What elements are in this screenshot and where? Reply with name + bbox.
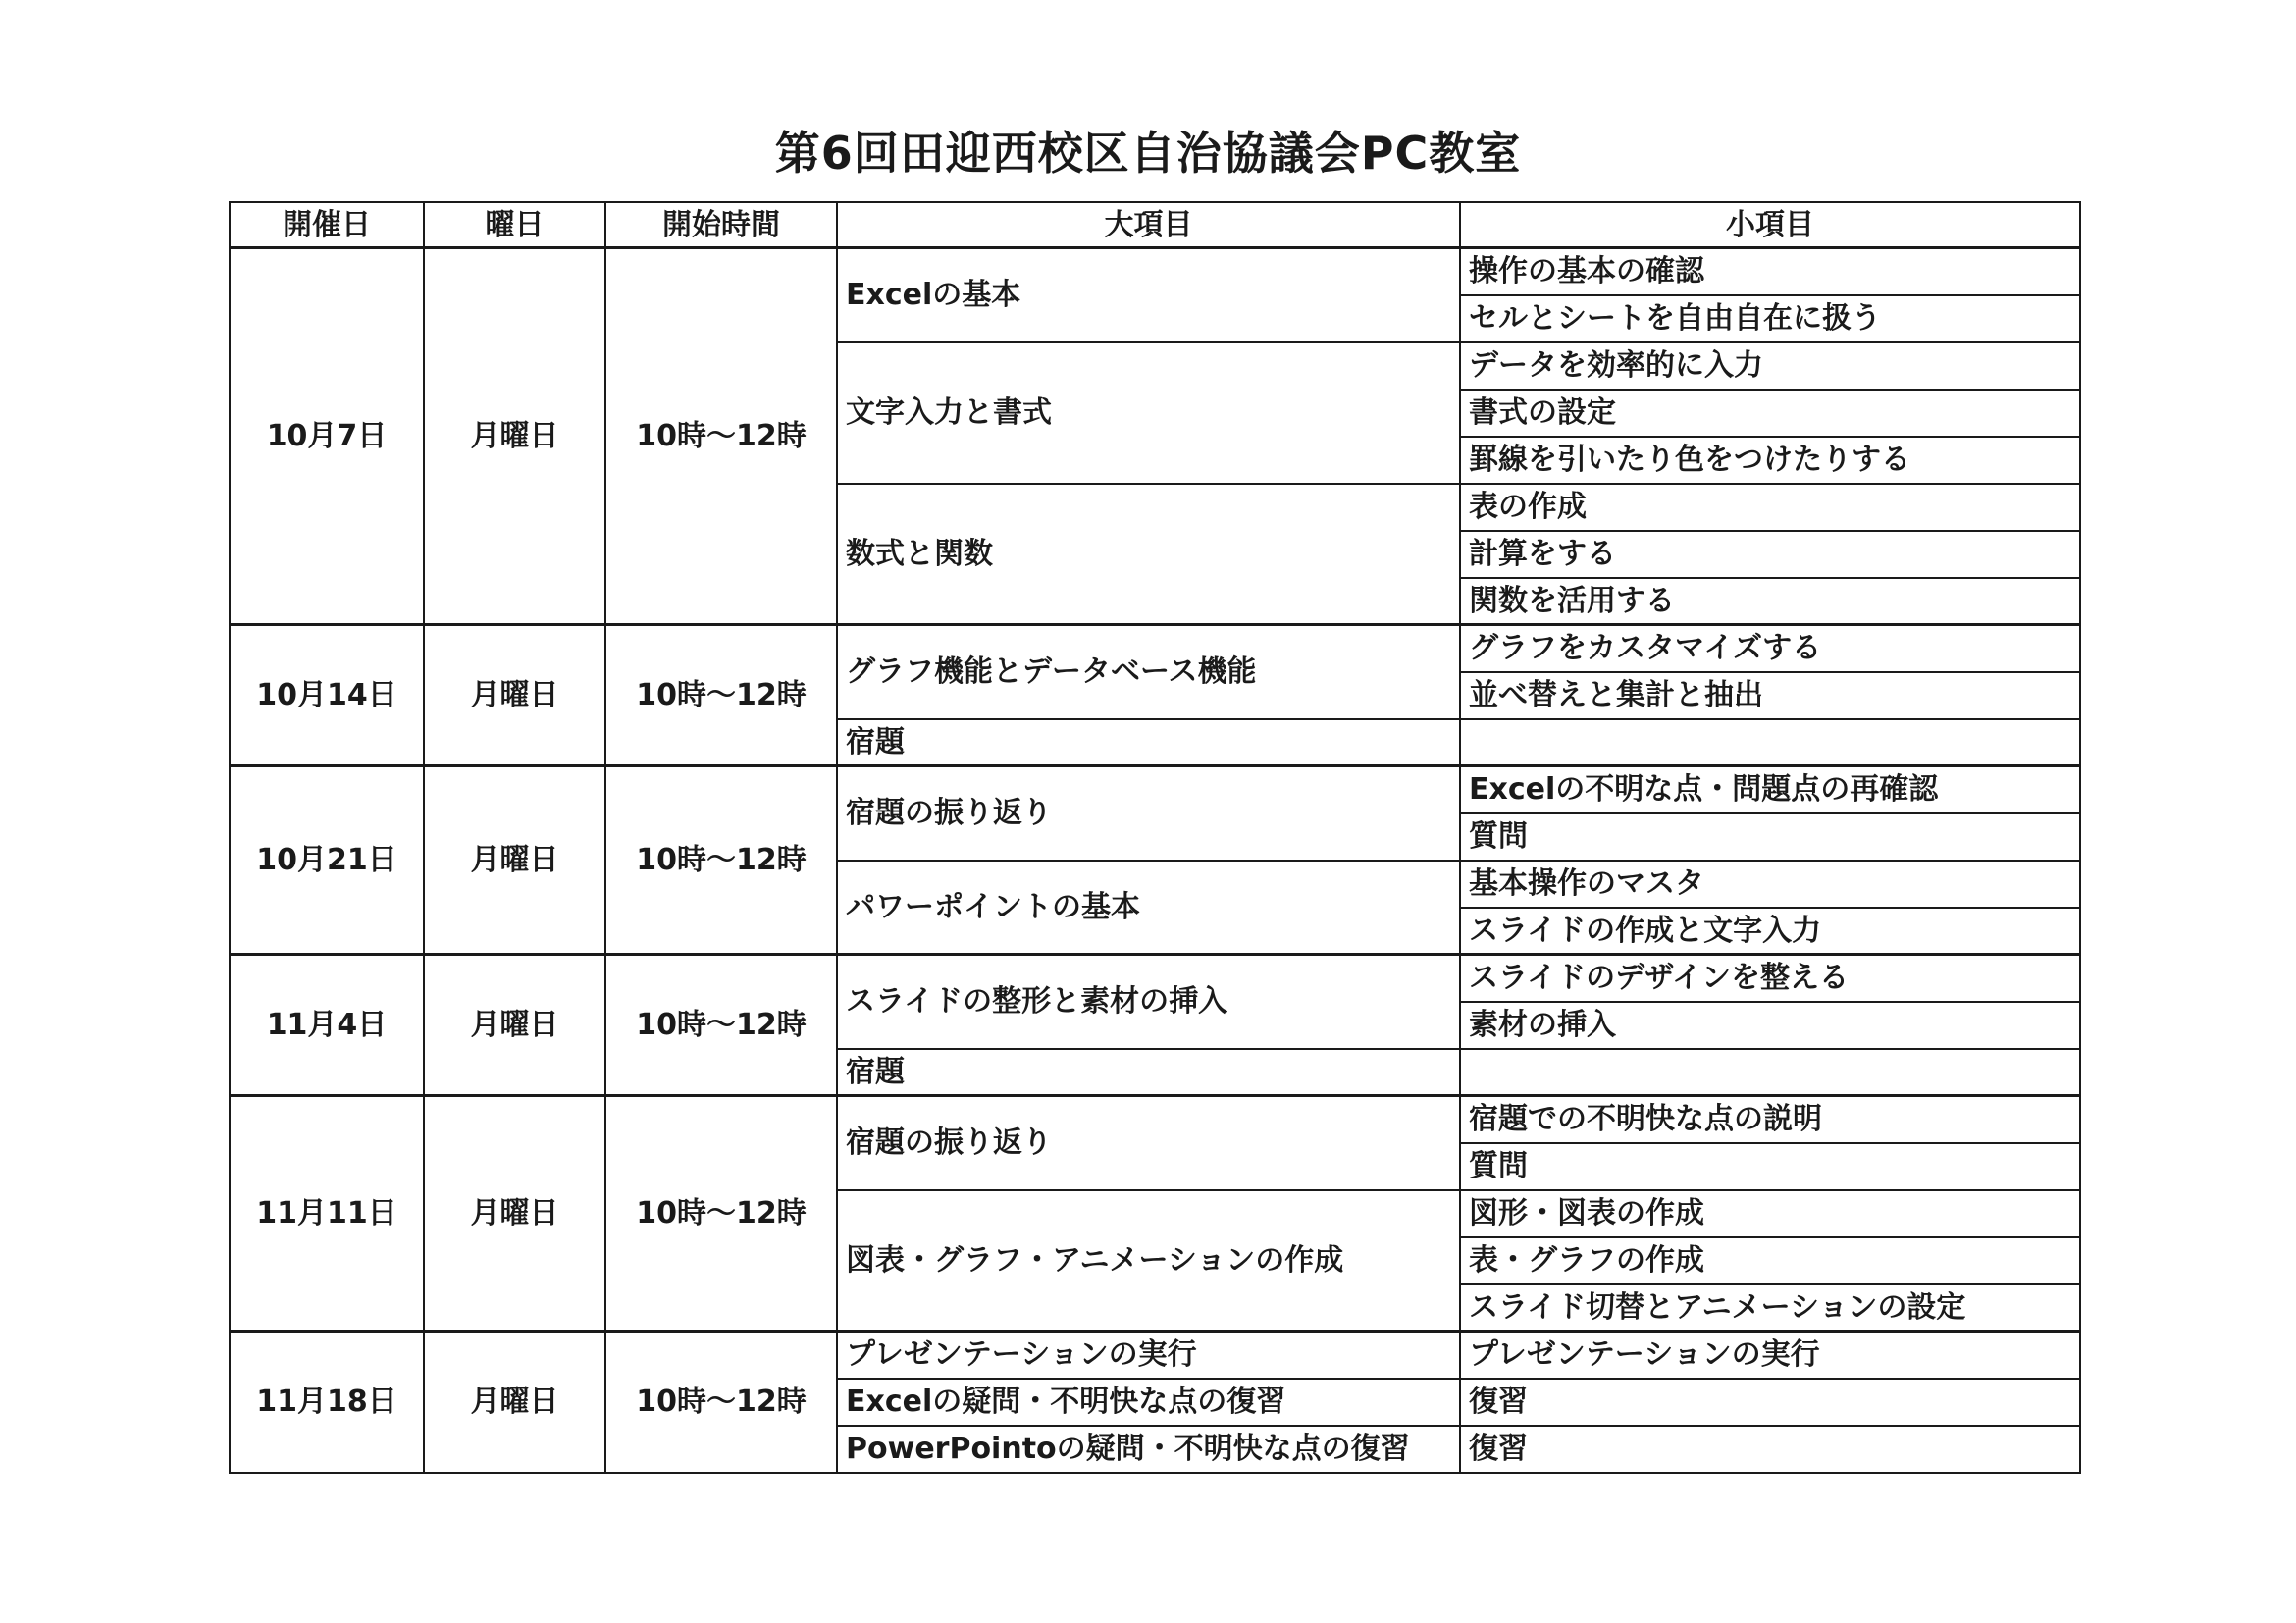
minor-item-cell: グラフをカスタマイズする xyxy=(1460,625,2080,672)
date-cell: 10月7日 xyxy=(230,248,424,625)
minor-item-cell: 関数を活用する xyxy=(1460,578,2080,625)
weekday-cell: 月曜日 xyxy=(424,625,605,766)
minor-item-cell: 質問 xyxy=(1460,1143,2080,1190)
major-item-cell: PowerPointoの疑問・不明快な点の復習 xyxy=(837,1426,1460,1473)
weekday-cell: 月曜日 xyxy=(424,766,605,955)
table-row xyxy=(230,955,2080,1002)
minor-item-cell: 計算をする xyxy=(1460,531,2080,578)
header-start-time: 開始時間 xyxy=(605,202,837,248)
minor-item-cell xyxy=(1460,1049,2080,1096)
session-group xyxy=(230,248,2080,625)
minor-item-cell: 表の作成 xyxy=(1460,484,2080,531)
table-row xyxy=(230,1332,2080,1379)
header-weekday: 曜日 xyxy=(424,202,605,248)
minor-item-cell: プレゼンテーションの実行 xyxy=(1460,1332,2080,1379)
major-item-cell: グラフ機能とデータベース機能 xyxy=(837,625,1460,719)
minor-item-cell: 宿題での不明快な点の説明 xyxy=(1460,1096,2080,1143)
minor-item-cell xyxy=(1460,719,2080,766)
date-cell: 11月4日 xyxy=(230,955,424,1096)
start-time-cell: 10時～12時 xyxy=(605,1332,837,1473)
start-time-cell: 10時～12時 xyxy=(605,1096,837,1332)
header-date: 開催日 xyxy=(230,202,424,248)
schedule-table xyxy=(229,201,2081,1474)
table-header xyxy=(230,202,2080,248)
date-cell: 10月21日 xyxy=(230,766,424,955)
major-item-cell: 宿題 xyxy=(837,1049,1460,1096)
date-cell: 11月11日 xyxy=(230,1096,424,1332)
minor-item-cell: Excelの不明な点・問題点の再確認 xyxy=(1460,766,2080,813)
minor-item-cell: データを効率的に入力 xyxy=(1460,342,2080,390)
minor-item-cell: 表・グラフの作成 xyxy=(1460,1237,2080,1284)
table-row xyxy=(230,625,2080,672)
minor-item-cell: スライドのデザインを整える xyxy=(1460,955,2080,1002)
major-item-cell: プレゼンテーションの実行 xyxy=(837,1332,1460,1379)
page-title: 第6回田迎西校区自治協議会PC教室 xyxy=(774,127,1522,180)
session-group xyxy=(230,1096,2080,1332)
minor-item-cell: 素材の挿入 xyxy=(1460,1002,2080,1049)
minor-item-cell: 復習 xyxy=(1460,1426,2080,1473)
major-item-cell: 数式と関数 xyxy=(837,484,1460,625)
major-item-cell: 宿題の振り返り xyxy=(837,766,1460,861)
weekday-cell: 月曜日 xyxy=(424,1332,605,1473)
minor-item-cell: 基本操作のマスタ xyxy=(1460,861,2080,908)
date-cell: 10月14日 xyxy=(230,625,424,766)
minor-item-cell: スライドの作成と文字入力 xyxy=(1460,908,2080,955)
minor-item-cell: スライド切替とアニメーションの設定 xyxy=(1460,1284,2080,1332)
table-row xyxy=(230,766,2080,813)
major-item-cell: Excelの基本 xyxy=(837,248,1460,342)
header-major-item: 大項目 xyxy=(837,202,1460,248)
major-item-cell: Excelの疑問・不明快な点の復習 xyxy=(837,1379,1460,1426)
minor-item-cell: 操作の基本の確認 xyxy=(1460,248,2080,295)
start-time-cell: 10時～12時 xyxy=(605,625,837,766)
header-minor-item: 小項目 xyxy=(1460,202,2080,248)
major-item-cell: 宿題の振り返り xyxy=(837,1096,1460,1190)
table-row xyxy=(230,248,2080,295)
minor-item-cell: セルとシートを自由自在に扱う xyxy=(1460,295,2080,342)
start-time-cell: 10時～12時 xyxy=(605,248,837,625)
major-item-cell: パワーポイントの基本 xyxy=(837,861,1460,955)
minor-item-cell: 復習 xyxy=(1460,1379,2080,1426)
minor-item-cell: 罫線を引いたり色をつけたりする xyxy=(1460,437,2080,484)
weekday-cell: 月曜日 xyxy=(424,955,605,1096)
minor-item-cell: 書式の設定 xyxy=(1460,390,2080,437)
major-item-cell: スライドの整形と素材の挿入 xyxy=(837,955,1460,1049)
weekday-cell: 月曜日 xyxy=(424,1096,605,1332)
date-cell: 11月18日 xyxy=(230,1332,424,1473)
session-group xyxy=(230,766,2080,955)
minor-item-cell: 図形・図表の作成 xyxy=(1460,1190,2080,1237)
table-row xyxy=(230,1096,2080,1143)
start-time-cell: 10時～12時 xyxy=(605,955,837,1096)
minor-item-cell: 質問 xyxy=(1460,813,2080,861)
weekday-cell: 月曜日 xyxy=(424,248,605,625)
session-group xyxy=(230,1332,2080,1473)
start-time-cell: 10時～12時 xyxy=(605,766,837,955)
session-group xyxy=(230,955,2080,1096)
minor-item-cell: 並べ替えと集計と抽出 xyxy=(1460,672,2080,719)
header-row xyxy=(230,202,2080,248)
major-item-cell: 図表・グラフ・アニメーションの作成 xyxy=(837,1190,1460,1332)
session-group xyxy=(230,625,2080,766)
major-item-cell: 文字入力と書式 xyxy=(837,342,1460,484)
major-item-cell: 宿題 xyxy=(837,719,1460,766)
